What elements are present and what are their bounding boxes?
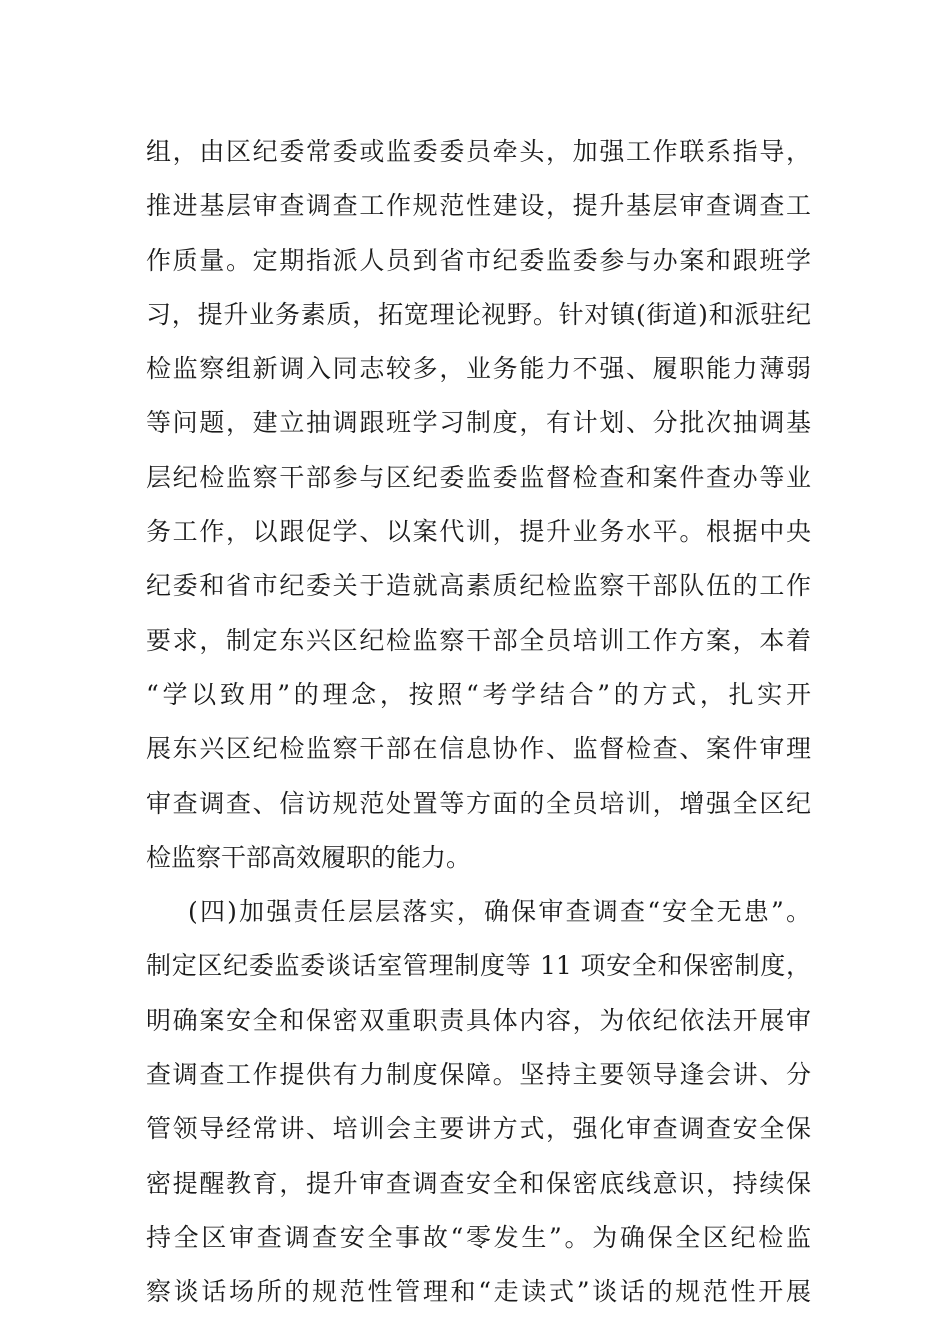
text-line: 组，由区纪委常委或监委委员牵头，加强工作联系指导， <box>146 137 811 166</box>
text-line: 密提醒教育，提升审查调查安全和保密底线意识，持续保 <box>146 1168 811 1198</box>
text-line: 持全区审查调查安全事故“零发生”。为确保全区纪检监 <box>146 1222 811 1252</box>
text-line: 作质量。定期指派人员到省市纪委监委参与办案和跟班学 <box>146 245 811 275</box>
text-line: 层纪检监察干部参与区纪委监委监督检查和案件查办等业 <box>146 462 811 492</box>
paragraph-end-line: 检监察干部高效履职的能力。 <box>146 842 472 872</box>
text-line: 制定区纪委监委谈话室管理制度等 11 项安全和保密制度， <box>146 951 811 981</box>
body-text <box>146 125 811 1320</box>
text-line: 审查调查、信访规范处置等方面的全员培训，增强全区纪 <box>146 788 811 818</box>
text-line: 检监察组新调入同志较多，业务能力不强、履职能力薄弱 <box>146 354 811 384</box>
text-line: 管领导经常讲、培训会主要讲方式，强化审查调查安全保 <box>146 1114 811 1144</box>
text-line: 明确案安全和保密双重职责具体内容，为依纪依法开展审 <box>146 1005 811 1035</box>
text-line: 推进基层审查调查工作规范性建设，提升基层审查调查工 <box>146 191 811 221</box>
text-line: 务工作，以跟促学、以案代训，提升业务水平。根据中央 <box>146 517 811 547</box>
text-line: 察谈话场所的规范性管理和“走读式”谈话的规范性开展 <box>146 1277 811 1307</box>
text-line: 展东兴区纪检监察干部在信息协作、监督检查、案件审理 <box>146 734 811 764</box>
section-heading-line: (四)加强责任层层落实，确保审查调查“安全无患”。 <box>188 897 811 927</box>
text-line: 习，提升业务素质，拓宽理论视野。针对镇(街道)和派驻纪 <box>146 299 811 329</box>
text-line: 要求，制定东兴区纪检监察干部全员培训工作方案，本着 <box>146 625 811 655</box>
text-line: “学以致用”的理念，按照“考学结合”的方式，扎实开 <box>146 679 811 709</box>
text-line: 查调查工作提供有力制度保障。坚持主要领导逢会讲、分 <box>146 1060 811 1090</box>
text-line: 纪委和省市纪委关于造就高素质纪检监察干部队伍的工作 <box>146 571 811 601</box>
text-line: 等问题，建立抽调跟班学习制度，有计划、分批次抽调基 <box>146 408 811 438</box>
